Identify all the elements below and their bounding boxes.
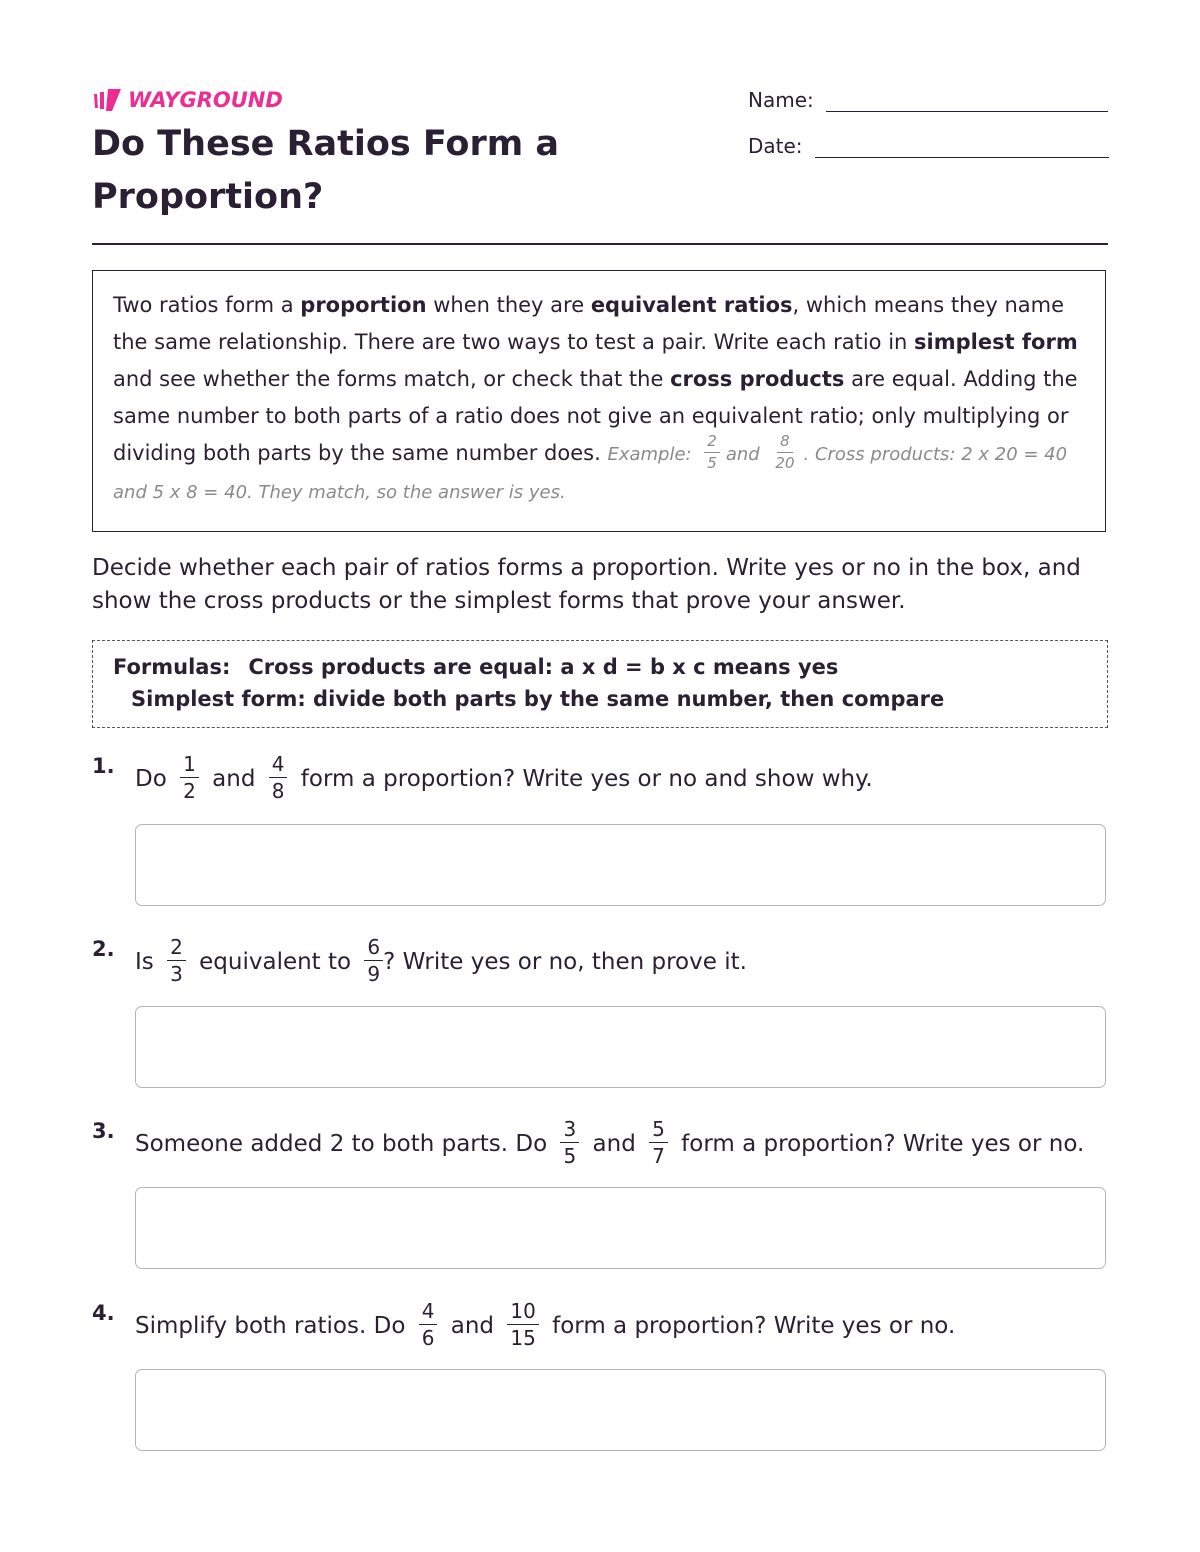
directions: Decide whether each pair of ratios forms a proportion. Write yes or no in the box, and show the cross products or the simplest forms that prove your answer. — [92, 555, 1081, 614]
fraction-numerator: 4 — [269, 754, 288, 778]
intro-text: when they are — [426, 293, 591, 317]
brand-name: WAYGROUND — [128, 88, 283, 112]
question-text-part: and — [592, 1131, 636, 1157]
intro-term-proportion: proportion — [300, 293, 427, 317]
fraction-denominator: 6 — [421, 1326, 435, 1350]
intro-box — [92, 270, 1106, 532]
question-fraction-2 — [364, 937, 383, 984]
question-text-part: form a proportion? Write yes or no. — [552, 1313, 956, 1339]
question-text-part: Simplify both ratios. Do — [135, 1313, 406, 1339]
date-field — [748, 134, 1109, 158]
fraction-numerator: 10 — [507, 1301, 538, 1325]
question-fraction-2 — [269, 754, 288, 801]
intro-text: , which means they name the same relationship. There are two ways to test a pair. Write each ratio in — [113, 293, 1065, 354]
question-number: 3. — [92, 1119, 115, 1143]
answer-box[interactable] — [135, 1006, 1106, 1088]
fraction-denominator: 3 — [170, 962, 183, 986]
question-text-part: form a proportion? Write yes or no. — [681, 1131, 1085, 1157]
fraction-denominator: 2 — [183, 779, 196, 803]
date-label: Date: — [748, 134, 803, 158]
fraction-numerator: 3 — [560, 1119, 579, 1143]
fraction-numerator: 1 — [180, 754, 199, 778]
intro-term-cross-products: cross products — [670, 367, 845, 391]
formula-row-1 — [113, 651, 1087, 683]
fraction-numerator: 4 — [419, 1301, 438, 1325]
example-and: and — [725, 444, 760, 465]
question-text-part: Do — [135, 766, 167, 792]
fraction-numerator: 5 — [649, 1119, 668, 1143]
question-fraction-2 — [507, 1301, 538, 1348]
question-text-part: Someone added 2 to both parts. Do — [135, 1131, 548, 1157]
question-text — [135, 749, 873, 809]
question-text-part: and — [450, 1313, 495, 1339]
question-number: 2. — [92, 937, 115, 961]
fraction-denominator: 9 — [367, 962, 381, 986]
formula-cross-products: Cross products are equal: a x d = b x c means yes — [248, 655, 839, 679]
date-input-line[interactable] — [815, 135, 1109, 158]
example-fraction-2 — [772, 431, 797, 472]
question-text-part: Is — [135, 949, 154, 975]
question-text-part: and — [212, 766, 256, 792]
question-text — [135, 1296, 955, 1356]
example-fraction-1 — [704, 431, 720, 472]
name-input-line[interactable] — [826, 89, 1108, 112]
fraction-numerator: 6 — [364, 937, 383, 961]
name-field — [748, 88, 1108, 112]
answer-box[interactable] — [135, 1369, 1106, 1451]
formula-simplest-form: Simplest form: divide both parts by the same number, then compare — [131, 687, 945, 711]
question-number: 1. — [92, 754, 115, 778]
fraction-numerator: 2 — [167, 937, 186, 961]
example-label: Example: — [607, 444, 692, 465]
name-label: Name: — [748, 88, 814, 112]
question-text-part: equivalent to — [199, 949, 352, 975]
question-text — [135, 1114, 1084, 1174]
header-divider — [92, 243, 1108, 245]
intro-text: and see whether the forms match, or check that the — [113, 367, 671, 391]
question-text-part: ? Write yes or no, then prove it. — [383, 949, 747, 975]
intro-text: are equal. Adding the same number to both parts of a ratio does not give an equivalent ratio; only multiplying or dividing both parts by the same number does. — [113, 367, 1078, 465]
fraction-denominator: 5 — [563, 1144, 577, 1168]
intro-term-equivalent-ratios: equivalent ratios — [590, 293, 793, 317]
question-text-part: form a proportion? Write yes or no and show why. — [300, 766, 873, 792]
brand-logo — [92, 86, 283, 114]
brand-logo-icon — [92, 88, 122, 112]
formula-label: Formulas: — [113, 655, 231, 679]
question-fraction-1 — [167, 937, 186, 984]
answer-box[interactable] — [135, 824, 1106, 906]
fraction-numerator: 8 — [777, 434, 793, 453]
fraction-denominator: 7 — [652, 1144, 665, 1168]
formula-box — [92, 640, 1108, 728]
example-explanation: . Cross products: 2 x 20 = 40 and 5 x 8 = 40. They match, so the answer is yes. — [113, 444, 1068, 503]
question-fraction-1 — [419, 1301, 438, 1348]
answer-box[interactable] — [135, 1187, 1106, 1269]
fraction-denominator: 15 — [510, 1326, 536, 1350]
fraction-denominator: 20 — [775, 453, 795, 472]
question-number: 4. — [92, 1301, 115, 1325]
question-fraction-2 — [649, 1119, 668, 1166]
question-text — [135, 932, 747, 992]
question-fraction-1 — [560, 1119, 579, 1166]
intro-text: Two ratios form a — [113, 293, 301, 317]
fraction-numerator: 2 — [704, 434, 720, 453]
question-fraction-1 — [180, 754, 199, 801]
worksheet-title: Do These Ratios Form a Proportion? — [92, 124, 559, 217]
fraction-denominator: 5 — [707, 453, 717, 472]
intro-term-simplest-form: simplest form — [914, 330, 1078, 354]
fraction-denominator: 8 — [271, 779, 285, 803]
